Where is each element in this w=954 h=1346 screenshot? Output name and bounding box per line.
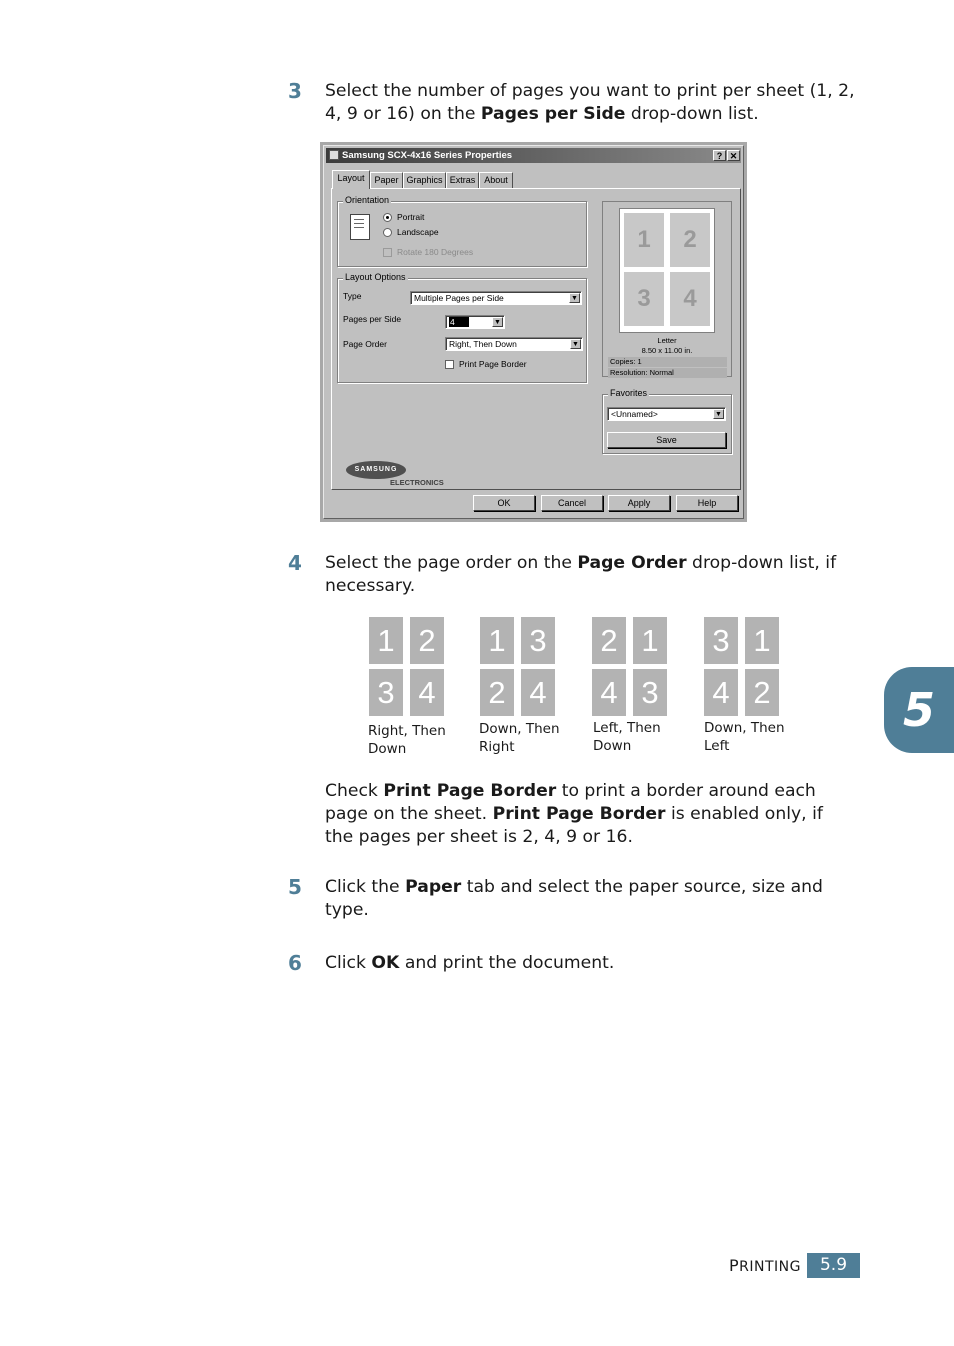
order-cell: 4 <box>410 669 444 716</box>
text-run: Click <box>325 953 372 973</box>
pages-per-side-value: 4 <box>449 317 469 327</box>
chevron-down-icon: ▼ <box>570 339 581 349</box>
order-caption: Down, Then Left <box>704 720 785 754</box>
order-cell: 3 <box>521 617 555 664</box>
print-page-border-label: Print Page Border <box>459 359 527 369</box>
dialog-window <box>323 145 744 519</box>
pages-per-side-label: Pages per Side <box>343 314 402 324</box>
favorites-select[interactable] <box>607 407 726 421</box>
help-title-button[interactable]: ? <box>713 150 726 161</box>
order-caption: Right, Then Down <box>368 723 446 757</box>
order-caption: Down, Then Right <box>479 721 560 755</box>
layout-options-group <box>337 272 587 383</box>
portrait-radio[interactable] <box>383 213 392 222</box>
step-number-6: 6 <box>288 951 302 975</box>
order-cell: 2 <box>745 669 779 716</box>
text-run: drop-down list. <box>625 104 759 124</box>
apply-button[interactable]: Apply <box>608 495 670 511</box>
favorites-label: Favorites <box>610 388 648 398</box>
page-order-value: Right, Then Down <box>449 339 517 349</box>
text-run: drop-down list, if necessary. <box>325 553 837 596</box>
preview-paper-name: Letter <box>657 336 677 345</box>
type-value: Multiple Pages per Side <box>414 293 504 303</box>
chevron-down-icon: ▼ <box>713 409 724 419</box>
order-cell: 2 <box>592 617 626 664</box>
close-icon[interactable]: ✕ <box>727 150 740 161</box>
preview-copies: Copies: 1 <box>608 357 727 367</box>
tab-graphics[interactable]: Graphics <box>403 172 446 188</box>
order-cell: 1 <box>369 617 403 664</box>
order-cell: 4 <box>592 669 626 716</box>
dialog-titlebar <box>326 148 741 163</box>
tab-paper[interactable]: Paper <box>370 172 403 188</box>
dialog-title: Samsung SCX-4x16 Series Properties <box>342 150 513 161</box>
bold-term: Print Page Border <box>492 804 666 824</box>
preview-paper-size: 8.50 x 11.00 in. <box>641 346 693 355</box>
order-cell: 2 <box>480 669 514 716</box>
bold-term: Pages per Side <box>480 104 626 124</box>
chevron-down-icon: ▼ <box>569 293 580 303</box>
portrait-page-icon <box>350 214 370 240</box>
preview-page <box>619 208 715 333</box>
order-cell: 4 <box>704 669 738 716</box>
chevron-down-icon: ▼ <box>492 317 503 327</box>
order-caption: Left, Then Down <box>593 720 661 754</box>
preview-cell: 2 <box>670 213 710 267</box>
portrait-label: Portrait <box>397 212 425 222</box>
orientation-label: Orientation <box>345 195 390 205</box>
text-run: Select the number of pages you want to print per sheet (1, 2, 4, 9 or 16) on the <box>325 81 855 124</box>
save-button[interactable]: Save <box>607 432 726 448</box>
printer-icon <box>329 150 339 160</box>
printer-properties-dialog <box>320 142 747 522</box>
step-number-5: 5 <box>288 875 302 899</box>
type-label: Type <box>343 291 362 301</box>
step-number-3: 3 <box>288 79 302 103</box>
page-order-select[interactable] <box>445 337 583 351</box>
footer-section-rest: RINTING <box>739 1259 801 1275</box>
step-4-text <box>325 552 855 598</box>
rotate-label: Rotate 180 Degrees <box>397 247 474 257</box>
order-cell: 3 <box>633 669 667 716</box>
orientation-group <box>337 195 587 267</box>
ok-button[interactable]: OK <box>473 495 535 511</box>
chapter-tab: 5 <box>884 667 954 753</box>
print-page-border-checkbox[interactable] <box>445 360 454 369</box>
step-3-text <box>325 80 855 126</box>
order-cell: 4 <box>521 669 555 716</box>
pages-per-side-select[interactable] <box>445 315 505 329</box>
step-6-text <box>325 952 855 975</box>
rotate-checkbox[interactable] <box>383 248 392 257</box>
landscape-radio[interactable] <box>383 228 392 237</box>
step-number-4: 4 <box>288 551 302 575</box>
order-cell: 3 <box>369 669 403 716</box>
samsung-logo-sub: ELECTRONICS <box>390 478 444 487</box>
bold-term: Page Order <box>577 553 687 573</box>
bold-term: Print Page Border <box>383 781 557 801</box>
page-order-label: Page Order <box>343 339 387 349</box>
bold-term: OK <box>371 953 400 973</box>
preview-cell: 4 <box>670 272 710 326</box>
tab-about[interactable]: About <box>479 172 513 188</box>
text-run: Select the page order on the <box>325 553 578 573</box>
order-cell: 2 <box>410 617 444 664</box>
landscape-label: Landscape <box>397 227 439 237</box>
layout-panel <box>331 188 741 490</box>
order-cell: 1 <box>633 617 667 664</box>
text-run: is enabled only, if the pages per sheet is 2, 4, 9 or 16. <box>325 804 823 847</box>
tab-extras[interactable]: Extras <box>446 172 479 188</box>
preview-cell: 3 <box>624 272 664 326</box>
cancel-button[interactable]: Cancel <box>541 495 603 511</box>
favorites-value: <Unnamed> <box>611 409 658 419</box>
samsung-logo: SAMSUNG <box>346 461 406 479</box>
bold-term: Paper <box>405 877 462 897</box>
tab-layout[interactable]: Layout <box>332 170 370 189</box>
layout-options-label: Layout Options <box>345 272 406 282</box>
favorites-group <box>602 388 732 454</box>
preview-resolution: Resolution: Normal <box>608 368 727 378</box>
step-5-text <box>325 876 855 922</box>
layout-preview <box>602 201 732 377</box>
order-cell: 3 <box>704 617 738 664</box>
text-run: and print the document. <box>399 953 615 973</box>
footer-section-initial: P <box>729 1256 740 1275</box>
text-run: Click the <box>325 877 406 897</box>
text-run: tab and select the paper source, size and type. <box>325 877 823 920</box>
help-button[interactable]: Help <box>676 495 738 511</box>
page-number: 5.9 <box>807 1253 860 1278</box>
type-select[interactable] <box>410 291 582 305</box>
order-cell: 1 <box>480 617 514 664</box>
text-run: to print a border around each page on the sheet. <box>325 781 816 824</box>
order-cell: 1 <box>745 617 779 664</box>
print-page-border-text <box>325 780 855 849</box>
text-run: Check <box>325 781 384 801</box>
preview-cell: 1 <box>624 213 664 267</box>
footer-section-label <box>729 1256 801 1275</box>
